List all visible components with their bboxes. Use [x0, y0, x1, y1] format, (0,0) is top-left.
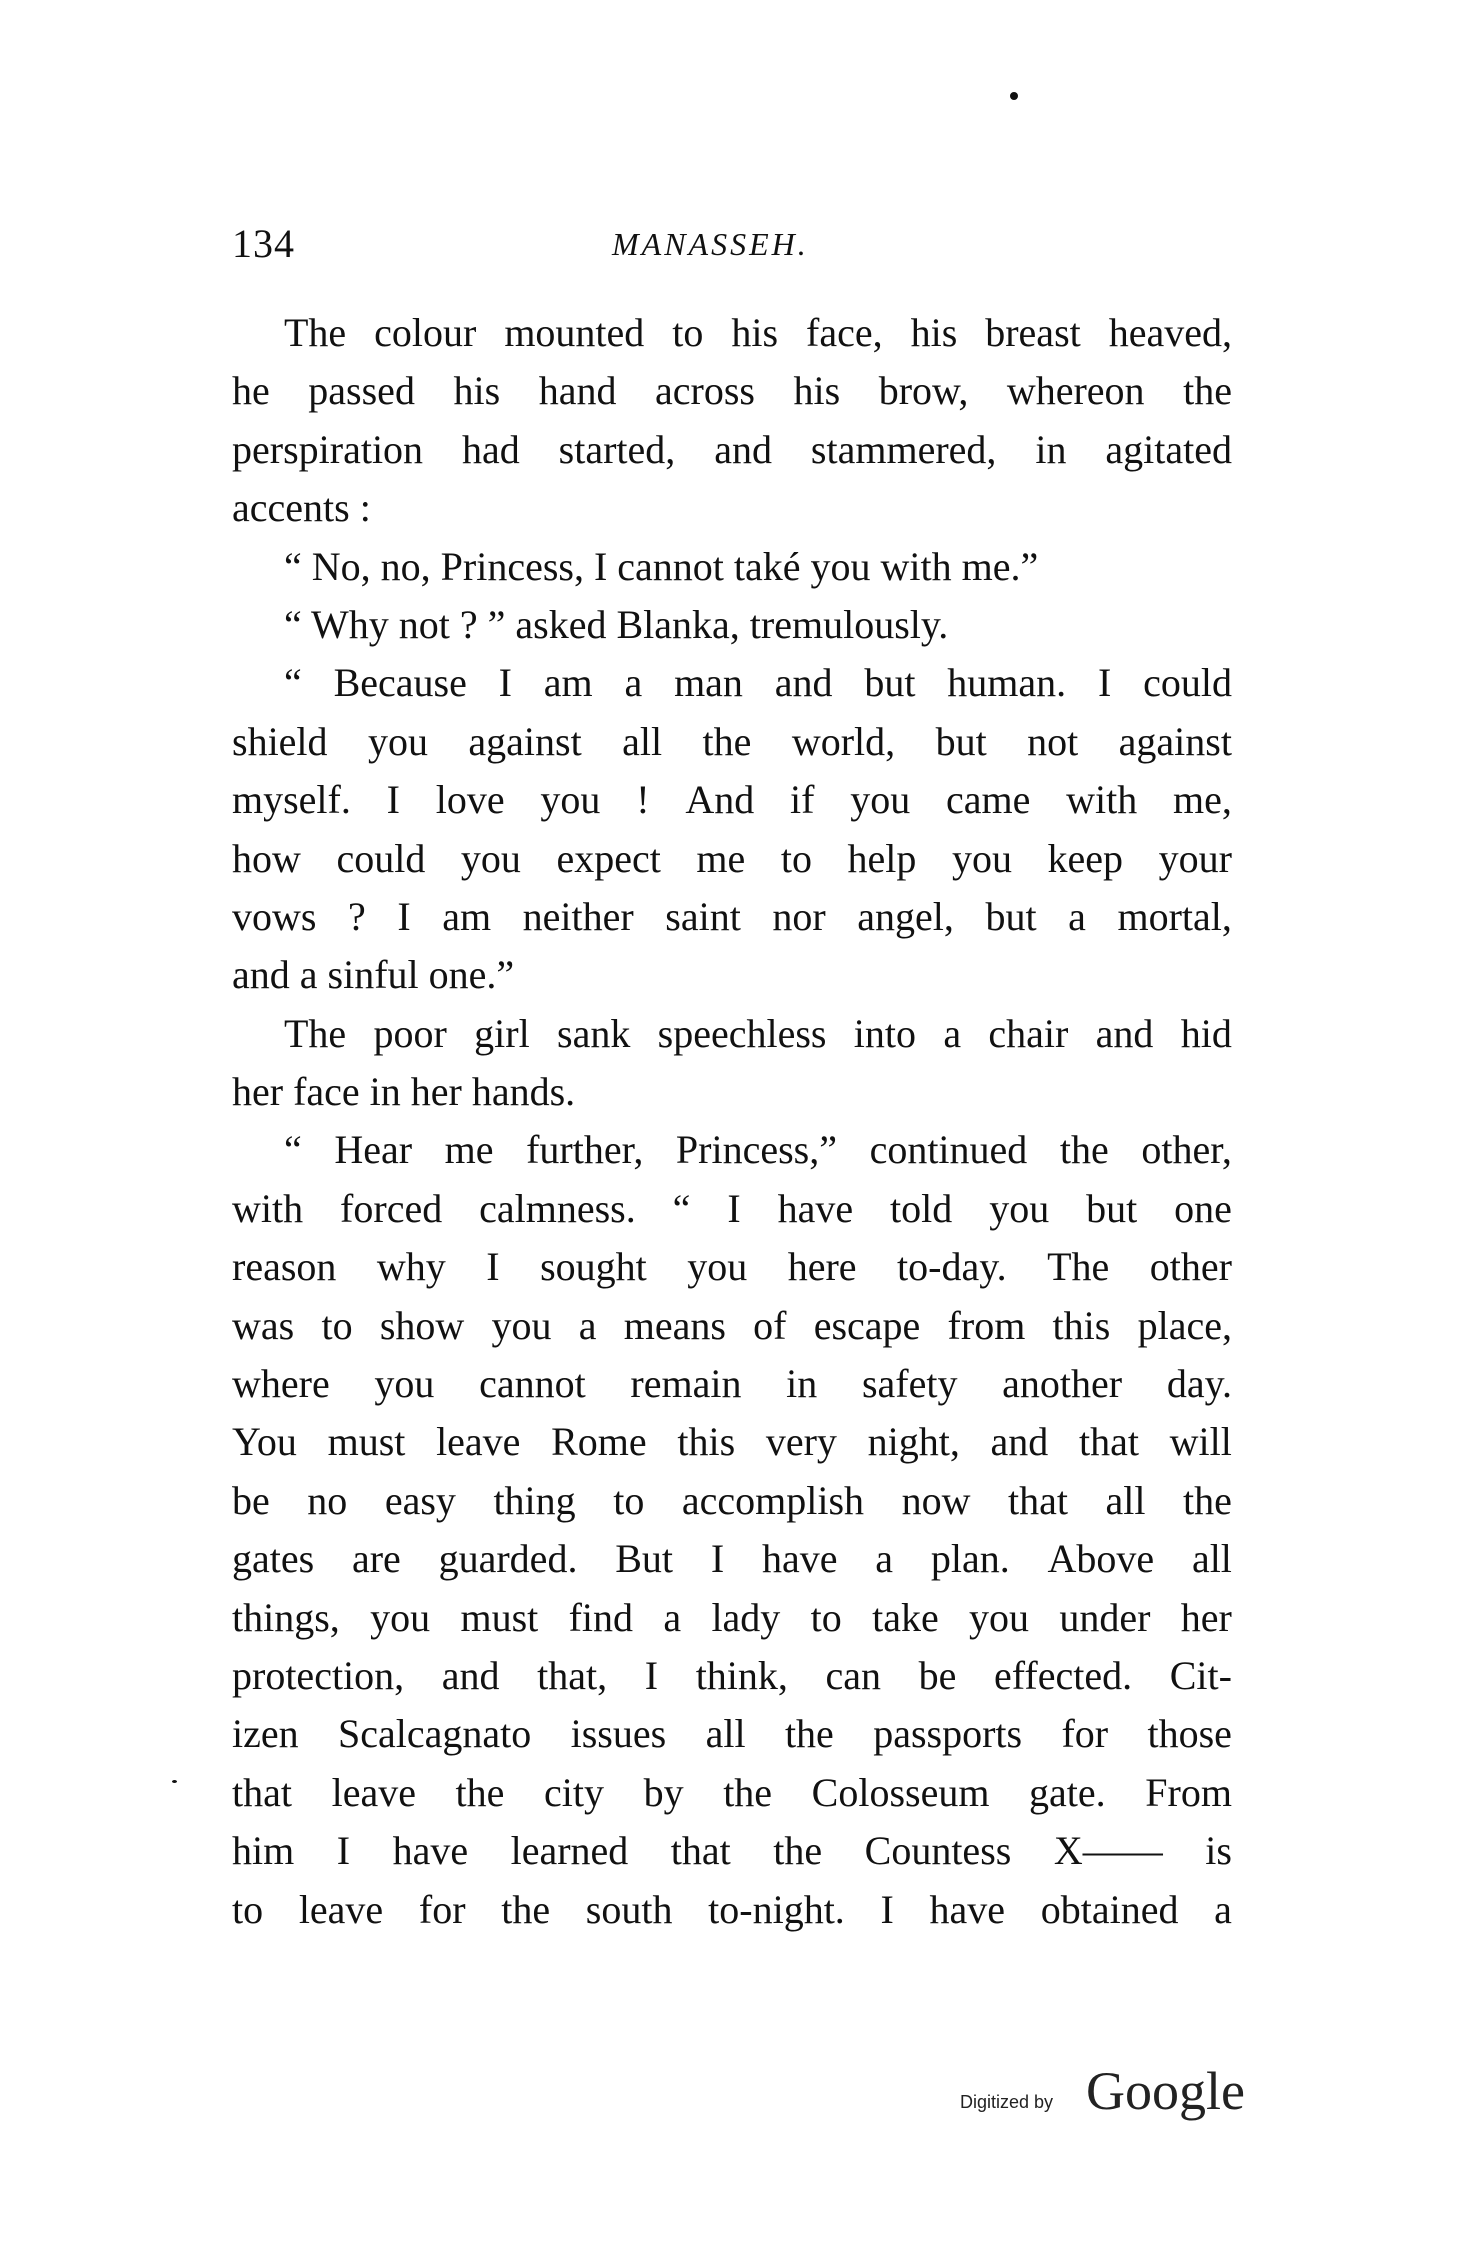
word: safety [861, 1361, 958, 1407]
word: a [663, 1594, 682, 1640]
text-line [232, 1121, 1232, 1179]
word: neither [522, 893, 634, 939]
word: easy [384, 1477, 456, 1523]
word: have [761, 1536, 838, 1582]
word: gates [232, 1536, 315, 1582]
word: You [232, 1419, 297, 1465]
line-text: and a sinful one.” [232, 952, 515, 998]
text-line [232, 1413, 1232, 1471]
word: I [710, 1536, 725, 1582]
word: Because [333, 660, 467, 706]
word: sought [540, 1244, 647, 1290]
word: ? [348, 893, 366, 939]
line-text: her face in her hands. [232, 1069, 576, 1115]
word: you [969, 1594, 1030, 1640]
word: think, [695, 1652, 788, 1698]
word: and [441, 1652, 500, 1698]
word: no [307, 1477, 348, 1523]
word: into [853, 1010, 917, 1056]
word: his [453, 368, 501, 414]
word: in [1035, 426, 1067, 472]
word: and [990, 1419, 1049, 1465]
word: you [370, 1594, 431, 1640]
word: accomplish [681, 1477, 865, 1523]
word: passed [308, 368, 415, 414]
word: calmness. [479, 1185, 636, 1231]
word: for [418, 1886, 466, 1932]
text-line [232, 1297, 1232, 1355]
word: sank [557, 1010, 631, 1056]
word: leave [436, 1419, 521, 1465]
word: must [327, 1419, 406, 1465]
word: love [435, 777, 505, 823]
word: speechless [657, 1010, 827, 1056]
word: could [336, 835, 426, 881]
text-line [232, 713, 1232, 771]
word: how [232, 835, 301, 881]
word: stammered, [810, 426, 997, 472]
text-line [232, 1881, 1232, 1939]
word: Princess,” [675, 1127, 837, 1173]
word: all [1105, 1477, 1146, 1523]
line-text: accents : [232, 485, 371, 531]
word: the [773, 1828, 823, 1874]
word: colour [374, 310, 477, 355]
word: the [1183, 1477, 1232, 1523]
word: her [1180, 1594, 1232, 1640]
word: other, [1141, 1127, 1232, 1173]
running-title: MANASSEH. [612, 226, 809, 262]
word: heaved, [1108, 310, 1232, 355]
word: Scalcagnato [338, 1711, 532, 1757]
text-line [232, 1705, 1232, 1763]
word: for [1061, 1711, 1109, 1757]
word: mortal, [1117, 893, 1232, 939]
word: all [1191, 1536, 1232, 1582]
word: from [947, 1302, 1026, 1348]
word: another [1002, 1361, 1123, 1407]
word: I [644, 1652, 659, 1698]
word: and [774, 660, 833, 706]
word: him [232, 1828, 295, 1874]
word: help [847, 835, 917, 881]
word: be [232, 1477, 270, 1523]
word: further, [526, 1127, 644, 1173]
digitized-watermark [960, 2060, 1260, 2130]
word: leave [298, 1886, 384, 1932]
word: I [336, 1828, 351, 1874]
page-header [232, 220, 1232, 280]
word: your [1158, 835, 1232, 881]
word: mounted [504, 310, 645, 355]
word: a [943, 1010, 962, 1056]
word: a [1214, 1886, 1232, 1932]
word: brow, [878, 368, 969, 414]
word: me [696, 835, 746, 881]
word: across [654, 368, 755, 414]
word: plan. [930, 1536, 1010, 1582]
word: Colosseum [811, 1769, 990, 1815]
word: vows [232, 893, 317, 939]
text-line [232, 1472, 1232, 1530]
word: face, [806, 310, 883, 355]
word: and [714, 426, 772, 472]
word: you [687, 1244, 748, 1290]
word: against [468, 718, 582, 764]
word: must [460, 1594, 539, 1640]
word: this [1052, 1302, 1111, 1348]
word: under [1059, 1594, 1151, 1640]
word: all [622, 718, 663, 764]
word: that [1078, 1419, 1139, 1465]
word: if [789, 777, 815, 823]
word: me [444, 1127, 494, 1173]
word: have [777, 1185, 854, 1231]
text-line [232, 362, 1232, 420]
word: but [935, 718, 987, 764]
word: cannot [479, 1361, 586, 1407]
word: nor [772, 893, 826, 939]
text-line [232, 421, 1232, 479]
word: the [723, 1769, 773, 1815]
word: started, [558, 426, 676, 472]
text-line [232, 479, 1232, 537]
word: here [787, 1244, 857, 1290]
word: are [351, 1536, 401, 1582]
word: to [672, 310, 704, 355]
text-line [232, 888, 1232, 946]
word: those [1147, 1711, 1232, 1757]
text-line [232, 1822, 1232, 1880]
word: means [623, 1302, 726, 1348]
word: shield [232, 718, 328, 764]
word: I [397, 893, 411, 939]
word: I [1097, 660, 1112, 706]
word: be [918, 1652, 957, 1698]
word: hid [1180, 1010, 1232, 1056]
word: Above [1047, 1536, 1155, 1582]
word: “ [672, 1185, 691, 1231]
word: thing [493, 1477, 576, 1523]
word: the [455, 1769, 505, 1815]
text-line [232, 538, 1232, 596]
word: find [568, 1594, 634, 1640]
word: his [731, 310, 779, 355]
digitized-label: Digitized by [960, 2092, 1054, 2112]
word: he [232, 368, 270, 414]
word: to-day. [897, 1244, 1007, 1290]
word: keep [1047, 835, 1124, 881]
word: a [578, 1302, 597, 1348]
word: Rome [551, 1419, 647, 1465]
word: am [442, 893, 492, 939]
word: have [392, 1828, 469, 1874]
text-line [232, 771, 1232, 829]
word: me, [1173, 777, 1232, 823]
word: human. [947, 660, 1067, 706]
word: am [543, 660, 593, 706]
word: in [786, 1361, 818, 1407]
word: came [945, 777, 1031, 823]
word: with [1066, 777, 1138, 823]
word: other [1149, 1244, 1232, 1290]
word: reason [232, 1244, 337, 1290]
word: that, [537, 1652, 608, 1698]
word: you [460, 835, 521, 881]
word: learned [510, 1828, 629, 1874]
word: day. [1166, 1361, 1232, 1407]
word: obtained [1040, 1886, 1179, 1932]
line-text: “ Why not ? ” asked Blanka, tremulously. [284, 601, 949, 647]
word: you [367, 718, 428, 764]
word: “ [284, 1127, 302, 1173]
word: the [702, 718, 752, 764]
word: but [985, 893, 1037, 939]
word: now [901, 1477, 971, 1523]
word: all [705, 1711, 746, 1757]
word: will [1169, 1419, 1232, 1465]
ink-speck [1010, 92, 1018, 100]
word: to-night. [708, 1886, 845, 1932]
text-line [232, 304, 1232, 362]
word: but [1086, 1185, 1138, 1231]
word: that [670, 1828, 731, 1874]
word: told [890, 1185, 953, 1231]
word: to [810, 1594, 842, 1640]
text-line [232, 830, 1232, 888]
word: to [780, 835, 812, 881]
text-line [232, 1530, 1232, 1588]
word: Cit- [1169, 1652, 1232, 1698]
body-text [232, 304, 1232, 1939]
word: city [544, 1769, 604, 1815]
word: but [864, 660, 916, 706]
word: that [1007, 1477, 1068, 1523]
word: against [1118, 718, 1232, 764]
word: things, [232, 1594, 340, 1640]
google-logo: Google [1086, 2061, 1245, 2121]
word: is [1205, 1828, 1232, 1874]
word: his [793, 368, 841, 414]
word: night, [867, 1419, 960, 1465]
word: man [674, 660, 743, 706]
word: escape [813, 1302, 921, 1348]
word: this [677, 1419, 736, 1465]
word: you [951, 835, 1012, 881]
word: forced [340, 1185, 443, 1231]
word: the [784, 1711, 834, 1757]
page-number: 134 [232, 221, 295, 266]
word: izen [232, 1711, 299, 1757]
word: had [461, 426, 520, 472]
word: angel, [857, 893, 954, 939]
word: where [232, 1361, 330, 1407]
word: you [540, 777, 601, 823]
word: passports [873, 1711, 1023, 1757]
word: and [1095, 1010, 1154, 1056]
text-line [232, 1589, 1232, 1647]
word: X—— [1053, 1828, 1163, 1874]
word: you [491, 1302, 552, 1348]
word: you [374, 1361, 435, 1407]
word: saint [665, 893, 741, 939]
word: take [872, 1594, 939, 1640]
word: breast [985, 310, 1081, 355]
word: whereon [1006, 368, 1145, 414]
word: was [232, 1302, 295, 1348]
word: expect [556, 835, 661, 881]
word: you [989, 1185, 1050, 1231]
word: the [1183, 368, 1232, 414]
word: very [765, 1419, 837, 1465]
word: Countess [864, 1828, 1012, 1874]
word: issues [570, 1711, 667, 1757]
word: one [1174, 1185, 1232, 1231]
word: effected. [994, 1652, 1133, 1698]
word: ! [636, 777, 650, 823]
word: gate. [1029, 1769, 1106, 1815]
word: south [585, 1886, 673, 1932]
text-line [232, 1238, 1232, 1296]
word: The [1047, 1244, 1110, 1290]
word: could [1143, 660, 1232, 706]
word: his [910, 310, 958, 355]
text-line [232, 1180, 1232, 1238]
text-line [232, 946, 1232, 1004]
word: place, [1137, 1302, 1232, 1348]
text-line [232, 596, 1232, 654]
word: not [1027, 718, 1079, 764]
word: of [753, 1302, 787, 1348]
word: But [615, 1536, 674, 1582]
word: poor [373, 1010, 447, 1056]
word: chair [988, 1010, 1069, 1056]
word: The [284, 1010, 347, 1056]
text-line [232, 654, 1232, 712]
ink-speck [172, 1780, 177, 1783]
word: to [321, 1302, 353, 1348]
word: Hear [334, 1127, 413, 1173]
word: hand [538, 368, 617, 414]
word: to [613, 1477, 645, 1523]
word: leave [331, 1769, 416, 1815]
word: guarded. [438, 1536, 578, 1582]
word: And [685, 777, 755, 823]
word: I [880, 1886, 894, 1932]
word: you [850, 777, 911, 823]
word: with [232, 1185, 304, 1231]
word: From [1145, 1769, 1232, 1815]
word: can [825, 1652, 882, 1698]
word: protection, [232, 1652, 405, 1698]
text-line [232, 1005, 1232, 1063]
word: a [1068, 893, 1086, 939]
word: the [501, 1886, 551, 1932]
word: “ [284, 660, 302, 706]
word: have [929, 1886, 1006, 1932]
word: why [376, 1244, 446, 1290]
line-text: “ No, no, Princess, I cannot také you with me.” [284, 543, 1039, 589]
word: that [232, 1769, 292, 1815]
word: a [624, 660, 643, 706]
word: by [643, 1769, 684, 1815]
word: agitated [1105, 426, 1232, 472]
text-line [232, 1647, 1232, 1705]
word: I [386, 777, 400, 823]
word: girl [474, 1010, 530, 1056]
word: to [232, 1886, 264, 1932]
word: world, [791, 718, 896, 764]
word: lady [711, 1594, 781, 1640]
word: perspiration [232, 426, 424, 472]
word: myself. [232, 777, 351, 823]
text-line [232, 1355, 1232, 1413]
word: I [727, 1185, 741, 1231]
word: I [498, 660, 512, 706]
text-line [232, 1063, 1232, 1121]
word: The [284, 310, 347, 355]
text-line [232, 1764, 1232, 1822]
word: remain [630, 1361, 742, 1407]
word: continued [869, 1127, 1028, 1173]
word: show [379, 1302, 465, 1348]
word: I [486, 1244, 500, 1290]
word: the [1059, 1127, 1109, 1173]
word: a [875, 1536, 894, 1582]
